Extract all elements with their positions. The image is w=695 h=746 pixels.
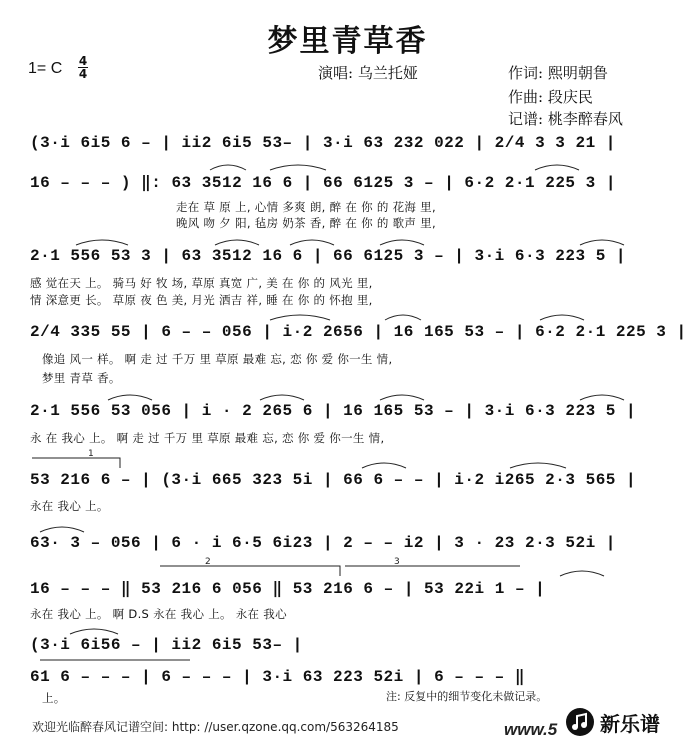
volta-number-2: 2 (205, 557, 211, 567)
lyric-line-3b: 情 深意更 长。 草原 夜 色 美, 月光 洒吉 祥, 睡 在 你 的 怀抱 里, (30, 293, 373, 307)
score-line-2: 16 – – – ) ‖: 63 3512 16 6 | 66 6125 3 – | 6·2 2·1 225 3 | (30, 174, 616, 192)
score-line-9: (3·i 6i56 – | ii2 6i5 53– | (30, 636, 303, 654)
volta-bracket-1 (32, 458, 120, 468)
lyricist-credit: 作词: 熙明朝鲁 (508, 64, 608, 82)
slur-mark (540, 315, 584, 320)
lyric-line-5a: 永 在 我心 上。 啊 走 过 千万 里 草原 最难 忘, 恋 你 爱 你一生 情, (30, 431, 385, 445)
slur-mark (270, 165, 326, 170)
key-signature: 1= C (28, 60, 63, 77)
lyric-line-4a: 像追 风一 样。 啊 走 过 千万 里 草原 最难 忘, 恋 你 爱 你一生 情, (42, 352, 393, 366)
singer-credit: 演唱: 乌兰托娅 (318, 64, 418, 82)
score-line-10: 61 6 – – – | 6 – – – | 3·i 63 223 52i | 6 – – – ‖ (30, 668, 526, 686)
slur-mark (535, 165, 579, 170)
site-logo (562, 702, 692, 742)
lyric-line-8a: 永在 我心 上。 啊 D.S 永在 我心 上。 永在 我心 (30, 607, 287, 621)
volta-bracket-2 (160, 566, 340, 576)
watermark-url: www.5 (504, 720, 558, 739)
lyric-line-2b: 晚风 吻 夕 阳, 毡房 奶茶 香, 醉 在 你 的 歌声 里, (176, 216, 436, 230)
slur-mark (210, 165, 246, 170)
score-line-3: 2·1 556 53 3 | 63 3512 16 6 | 66 6125 3 – | 3·i 6·3 223 5 | (30, 247, 626, 265)
volta-number-1: 1 (88, 449, 94, 459)
score-line-8: 16 – – – ‖ 53 216 6 056 ‖ 53 216 6 – | 53 22i 1 – | (30, 580, 546, 598)
slur-mark (70, 629, 118, 634)
slur-mark (40, 527, 84, 532)
slur-mark (380, 395, 424, 400)
lyric-line-6a: 永在 我心 上。 (30, 499, 109, 513)
slur-mark (510, 463, 566, 468)
lyric-line-4b: 梦里 青草 香。 (42, 371, 121, 385)
lyric-line-2a: 走在 草 原 上, 心情 多爽 朗, 醉 在 你 的 花海 里, (176, 200, 436, 214)
slur-mark (560, 571, 604, 576)
slur-mark (580, 240, 624, 245)
composer-credit: 作曲: 段庆民 (508, 88, 593, 106)
slur-mark (380, 240, 424, 245)
slur-mark (290, 240, 334, 245)
slur-mark (580, 395, 624, 400)
slur-mark (215, 240, 259, 245)
slur-mark (260, 395, 304, 400)
time-sig-bottom: 4 (78, 67, 88, 81)
slur-mark (76, 240, 128, 245)
transcription-note: 注: 反复中的细节变化未做记录。 (386, 690, 548, 703)
footer-credit: 欢迎光临醉春风记谱空间: http: //user.qzone.qq.com/563264185 (32, 720, 399, 734)
score-line-6: 53 216 6 – | (3·i 665 323 5i | 66 6 – – | i·2 i265 2·3 565 | (30, 471, 637, 489)
score-line-5: 2·1 556 53 056 | i · 2 265 6 | 16 165 53 – | 3·i 6·3 223 5 | (30, 402, 637, 420)
slur-mark (270, 315, 330, 320)
time-sig-top: 4 (78, 54, 88, 68)
slur-mark (362, 463, 406, 468)
volta-number-3: 3 (394, 557, 400, 567)
slur-mark (108, 395, 152, 400)
score-line-7: 63· 3 – 056 | 6 · i 6·5 6i23 | 2 – – i2 | 3 · 23 2·3 52i | (30, 534, 616, 552)
score-line-4: 2/4 335 55 | 6 – – 056 | i·2 2656 | 16 165 53 – | 6·2 2·1 225 3 | (30, 323, 687, 341)
lyric-line-10a: 上。 (42, 691, 66, 705)
slur-mark (385, 315, 421, 320)
music-note-icon (566, 708, 594, 736)
transcriber-credit: 记谱: 桃李醉春风 (508, 110, 623, 128)
score-line-1: (3·i 6i5 6 – | ii2 6i5 53– | 3·i 63 232 022 | 2/4 3 3 21 | (30, 134, 616, 152)
lyric-line-3a: 感 觉在天 上。 骑马 好 牧 场, 草原 真宽 广, 美 在 你 的 风光 里, (30, 276, 373, 290)
logo-text: 新乐谱 (600, 712, 660, 736)
song-title: 梦里青草香 (267, 24, 428, 59)
